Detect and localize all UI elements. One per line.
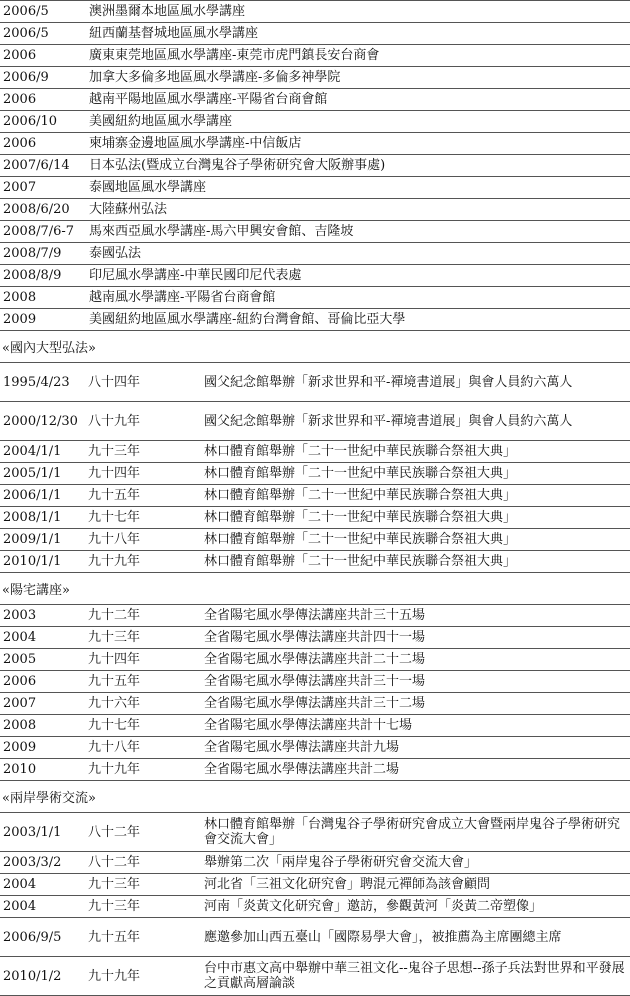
roc-year-cell: 九十三年: [85, 627, 201, 649]
roc-year-cell: 九十九年: [85, 551, 201, 573]
event-cell: 大陸蘇州弘法: [86, 199, 630, 221]
event-cell: 加拿大多倫多地區風水學講座-多倫多神學院: [86, 67, 630, 89]
event-cell: 河南「炎黃文化研究會」邀訪，參觀黃河「炎黃二帝塑像」: [201, 896, 630, 918]
roc-year-cell: 九十九年: [85, 759, 201, 781]
event-cell: 全省陽宅風水學傳法講座共計二十二場: [201, 649, 630, 671]
event-cell: 林口體育館舉辦「二十一世紀中華民族聯合祭祖大典」: [201, 551, 630, 573]
date-cell: 2010/1/1: [0, 551, 85, 573]
table-row: [0, 155, 630, 177]
event-cell: 全省陽宅風水學傳法講座共計四十一場: [201, 627, 630, 649]
table-row: [0, 265, 630, 287]
roc-year-cell: 八十二年: [85, 852, 201, 874]
table-row: [0, 177, 630, 199]
date-cell: 2006: [0, 671, 85, 693]
section-table: [0, 362, 630, 573]
event-cell: 全省陽宅風水學傳法講座共計十七場: [201, 715, 630, 737]
roc-year-cell: 九十四年: [85, 463, 201, 485]
date-cell: 2009: [0, 309, 86, 331]
date-cell: 2000/12/30: [0, 402, 85, 441]
roc-year-cell: 九十六年: [85, 693, 201, 715]
event-cell: 越南風水學講座-平陽省台商會館: [86, 287, 630, 309]
table-row: [0, 45, 630, 67]
roc-year-cell: 九十七年: [85, 715, 201, 737]
table-row: [0, 485, 630, 507]
date-cell: 2009/1/1: [0, 529, 85, 551]
intl-lectures-table: [0, 0, 630, 331]
section-table: [0, 604, 630, 781]
date-cell: 2008/6/20: [0, 199, 86, 221]
roc-year-cell: 九十三年: [85, 441, 201, 463]
table-row: [0, 23, 630, 45]
date-cell: 2004: [0, 627, 85, 649]
date-cell: 2006: [0, 89, 86, 111]
table-row: [0, 551, 630, 573]
table-row: [0, 89, 630, 111]
section-title: «陽宅講座»: [2, 583, 70, 598]
event-cell: 紐西蘭基督城地區風水學講座: [86, 23, 630, 45]
event-cell: 廣東東莞地區風水學講座-東莞市虎門鎮長安台商會: [86, 45, 630, 67]
event-cell: 國父紀念館舉辦「新求世界和平-禪境書道展」與會人員約六萬人: [201, 363, 630, 402]
date-cell: 1995/4/23: [0, 363, 85, 402]
date-cell: 2006/1/1: [0, 485, 85, 507]
table-row: [0, 133, 630, 155]
roc-year-cell: 八十九年: [85, 402, 201, 441]
roc-year-cell: 九十八年: [85, 529, 201, 551]
date-cell: 2006/10: [0, 111, 86, 133]
event-cell: 全省陽宅風水學傳法講座共計三十一場: [201, 671, 630, 693]
roc-year-cell: 九十九年: [85, 957, 201, 996]
table-row: [0, 441, 630, 463]
table-row: [0, 243, 630, 265]
date-cell: 2010: [0, 759, 85, 781]
table-row: [0, 693, 630, 715]
date-cell: 2006: [0, 133, 86, 155]
section-title: «兩岸學術交流»: [2, 791, 96, 806]
event-cell: 柬埔寨金邊地區風水學講座-中信飯店: [86, 133, 630, 155]
date-cell: 2003/1/1: [0, 813, 85, 852]
date-cell: 2008: [0, 287, 86, 309]
event-cell: 應邀參加山西五臺山「國際易學大會」，被推薦為主席團總主席: [201, 918, 630, 957]
date-cell: 2008/1/1: [0, 507, 85, 529]
date-cell: 2010/1/2: [0, 957, 85, 996]
event-cell: 印尼風水學講座-中華民國印尼代表處: [86, 265, 630, 287]
roc-year-cell: 九十五年: [85, 918, 201, 957]
event-cell: 林口體育館舉辦「二十一世紀中華民族聯合祭祖大典」: [201, 485, 630, 507]
event-cell: 美國紐約地區風水學講座: [86, 111, 630, 133]
table-row: [0, 111, 630, 133]
section-title: «國內大型弘法»: [2, 341, 96, 356]
date-cell: 2004/1/1: [0, 441, 85, 463]
date-cell: 2005: [0, 649, 85, 671]
date-cell: 2007: [0, 177, 86, 199]
table-row: [0, 896, 630, 918]
event-cell: 美國紐約地區風水學講座-紐約台灣會館、哥倫比亞大學: [86, 309, 630, 331]
table-row: [0, 627, 630, 649]
table-row: [0, 287, 630, 309]
roc-year-cell: 九十八年: [85, 737, 201, 759]
table-row: [0, 1, 630, 23]
event-cell: 澳洲墨爾本地區風水學講座: [86, 1, 630, 23]
table-row: [0, 605, 630, 627]
table-row: [0, 309, 630, 331]
date-cell: 2004: [0, 896, 85, 918]
event-cell: 日本弘法(暨成立台灣鬼谷子學術研究會大阪辦事處): [86, 155, 630, 177]
event-cell: 全省陽宅風水學傳法講座共計三十二場: [201, 693, 630, 715]
section-table: [0, 812, 630, 996]
roc-year-cell: 九十二年: [85, 605, 201, 627]
table-row: [0, 957, 630, 996]
date-cell: 2007/6/14: [0, 155, 86, 177]
event-cell: 河北省「三祖文化研究會」聘混元禪師為該會顧問: [201, 874, 630, 896]
date-cell: 2008/8/9: [0, 265, 86, 287]
roc-year-cell: 九十三年: [85, 896, 201, 918]
table-row: [0, 221, 630, 243]
event-cell: 台中市惠文高中舉辦中華三祖文化--鬼谷子思想--孫子兵法對世界和平發展之貢獻高層論談: [201, 957, 630, 996]
date-cell: 2008/7/9: [0, 243, 86, 265]
date-cell: 2006: [0, 45, 86, 67]
table-row: [0, 529, 630, 551]
event-cell: 全省陽宅風水學傳法講座共計二場: [201, 759, 630, 781]
date-cell: 2007: [0, 693, 85, 715]
roc-year-cell: 九十四年: [85, 649, 201, 671]
date-cell: 2003: [0, 605, 85, 627]
date-cell: 2004: [0, 874, 85, 896]
table-row: [0, 363, 630, 402]
date-cell: 2005/1/1: [0, 463, 85, 485]
table-row: [0, 671, 630, 693]
table-row: [0, 67, 630, 89]
date-cell: 2009: [0, 737, 85, 759]
event-cell: 林口體育館舉辦「二十一世紀中華民族聯合祭祖大典」: [201, 463, 630, 485]
table-row: [0, 199, 630, 221]
date-cell: 2008/7/6-7: [0, 221, 86, 243]
event-cell: 全省陽宅風水學傳法講座共計九場: [201, 737, 630, 759]
sections-container: [0, 338, 630, 996]
roc-year-cell: 九十七年: [85, 507, 201, 529]
table-row: [0, 715, 630, 737]
event-cell: 林口體育館舉辦「台灣鬼谷子學術研究會成立大會暨兩岸鬼谷子學術研究會交流大會」: [201, 813, 630, 852]
event-cell: 林口體育館舉辦「二十一世紀中華民族聯合祭祖大典」: [201, 507, 630, 529]
roc-year-cell: 九十三年: [85, 874, 201, 896]
roc-year-cell: 九十五年: [85, 485, 201, 507]
event-cell: 越南平陽地區風水學講座-平陽省台商會館: [86, 89, 630, 111]
date-cell: 2003/3/2: [0, 852, 85, 874]
date-cell: 2006/5: [0, 23, 86, 45]
table-row: [0, 463, 630, 485]
event-cell: 馬來西亞風水學講座-馬六甲興安會館、吉隆坡: [86, 221, 630, 243]
date-cell: 2006/9: [0, 67, 86, 89]
table-row: [0, 852, 630, 874]
event-cell: 國父紀念館舉辦「新求世界和平-禪境書道展」與會人員約六萬人: [201, 402, 630, 441]
event-cell: 舉辦第二次「兩岸鬼谷子學術研究會交流大會」: [201, 852, 630, 874]
table-row: [0, 874, 630, 896]
event-cell: 林口體育館舉辦「二十一世紀中華民族聯合祭祖大典」: [201, 441, 630, 463]
roc-year-cell: 八十四年: [85, 363, 201, 402]
table-row: [0, 813, 630, 852]
event-cell: 林口體育館舉辦「二十一世紀中華民族聯合祭祖大典」: [201, 529, 630, 551]
date-cell: 2008: [0, 715, 85, 737]
event-cell: 泰國弘法: [86, 243, 630, 265]
date-cell: 2006/9/5: [0, 918, 85, 957]
table-row: [0, 759, 630, 781]
roc-year-cell: 八十二年: [85, 813, 201, 852]
event-cell: 全省陽宅風水學傳法講座共計三十五場: [201, 605, 630, 627]
table-row: [0, 507, 630, 529]
table-row: [0, 737, 630, 759]
table-row: [0, 918, 630, 957]
roc-year-cell: 九十五年: [85, 671, 201, 693]
table-row: [0, 649, 630, 671]
table-row: [0, 402, 630, 441]
date-cell: 2006/5: [0, 1, 86, 23]
event-cell: 泰國地區風水學講座: [86, 177, 630, 199]
